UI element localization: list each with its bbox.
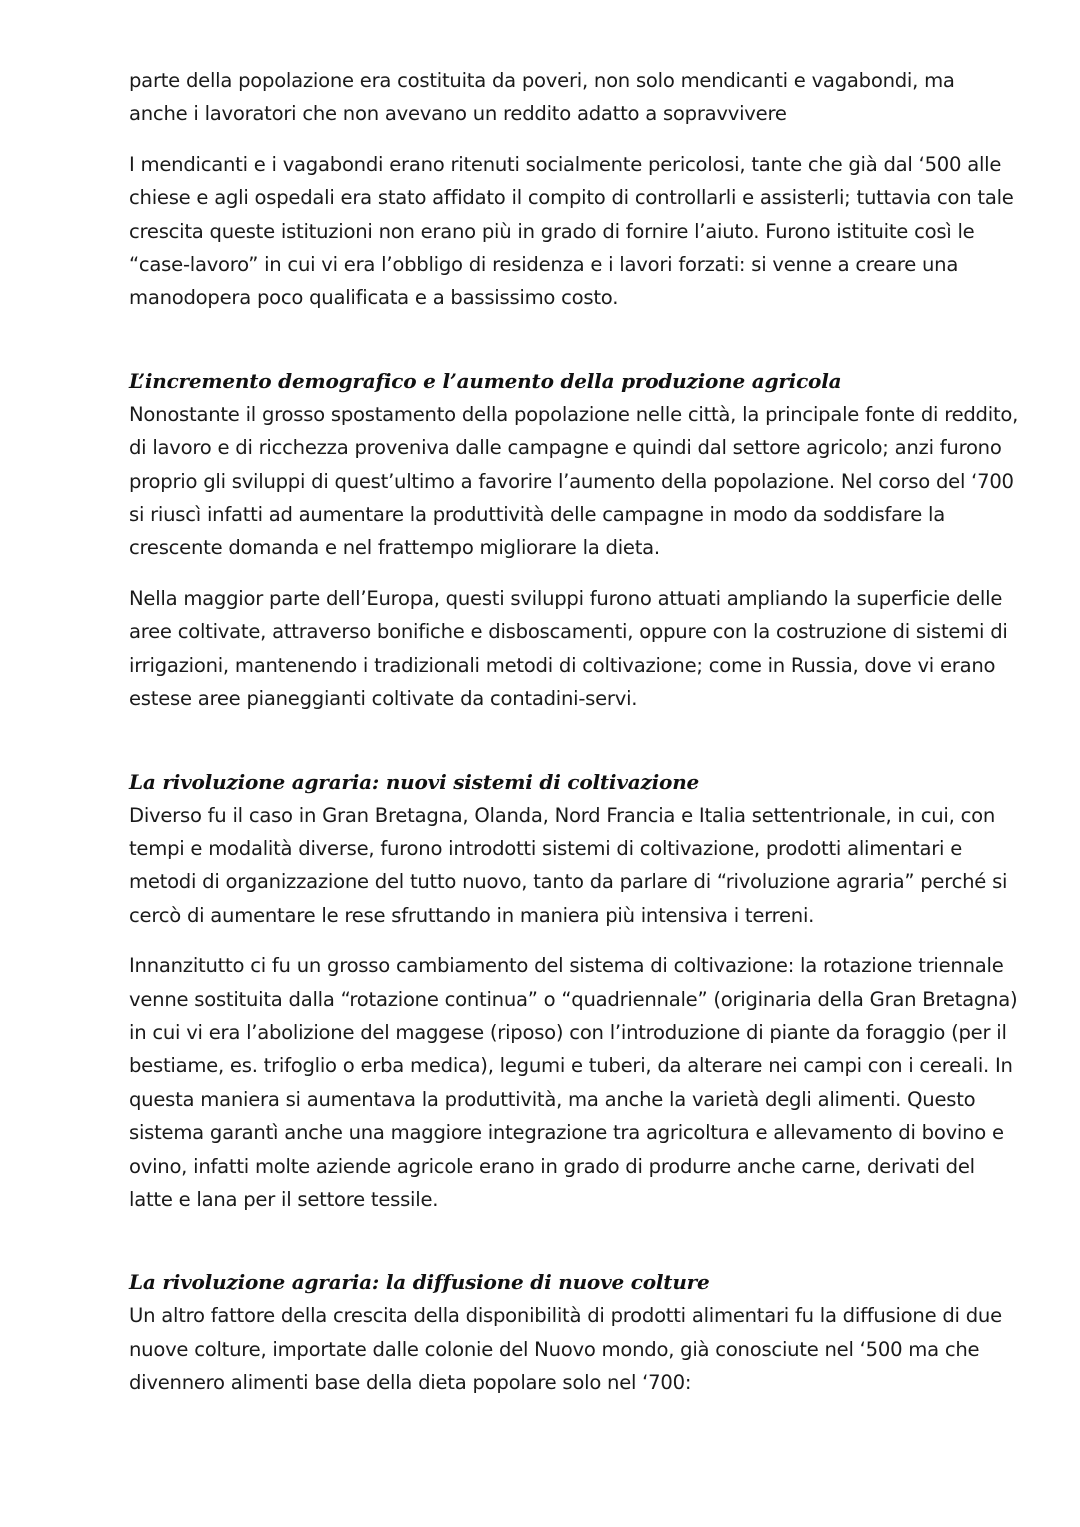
paragraph-europe-development: Nella maggior parte dell’Europa, questi sviluppi furono attuati ampliando la superficie delle aree coltivate, attraverso bonifiche e disboscamenti, oppure con la costruzione di sistemi di irrigazioni, mantenendo i tradizionali metodi di coltivazione; come in Russia, dove vi erano estese aree pianeggianti coltivate da contadini-servi. [129, 586, 1008, 711]
paragraph-crop-rotation: Innanzitutto ci fu un grosso cambiamento del sistema di coltivazione: la rotazione triennale venne sostituita dalla “rotazione continua” o “quadriennale” (originaria della Gran Bretagna) in cui vi era l’abolizione del maggese (riposo) con l’introduzione di piante da foraggio (per il bestiame, es. trifoglio o erba medica), legumi e tuberi, da alterare nei campi con i cereali. In questa maniera si aumentava la produttività, ma anche la varietà degli alimenti. Questo sistema garantì anche una maggiore integrazione tra agricoltura e allevamento di bovino e ovino, infatti molte aziende agricole erano in grado di produrre anche carne, derivati del latte e lana per il settore tessile. [129, 954, 1018, 1211]
paragraph-new-crops: Un altro fattore della crescita della disponibilità di prodotti alimentari fu la diffusione di due nuove colture, importate dalle colonie del Nuovo mondo, già conosciute nel ‘500 ma che divennero alimenti base della dieta popolare solo nel ‘700: [129, 1304, 1002, 1395]
heading-new-cultivation-systems: La rivoluzione agraria: nuovi sistemi di coltivazione [129, 769, 700, 794]
heading-demographic-growth: L’incremento demografico e l’aumento della produzione agricola [129, 368, 842, 393]
paragraph-beggars: I mendicanti e i vagabondi erano ritenuti socialmente pericolosi, tante che già dal ‘500 alle chiese e agli ospedali era stato affidato il compito di controllarli e assisterli; tuttavia con tale crescita queste istituzioni non erano più in grado di fornire l’aiuto. Furono istituite così le “case-lavoro” in cui vi era l’obbligo di residenza e i lavori forzati: si venne a creare una manodopera poco qualificata e a bassissimo costo. [129, 152, 1014, 310]
heading-new-crops: La rivoluzione agraria: la diffusione di nuove colture [129, 1270, 710, 1295]
paragraph-agrarian-revolution: Diverso fu il caso in Gran Bretagna, Olanda, Nord Francia e Italia settentrionale, in cui, con tempi e modalità diverse, furono introdotti sistemi di coltivazione, prodotti alimentari e metodi di organizzazione del tutto nuovo, tanto da parlare di “rivoluzione agraria” perché si cercò di aumentare le rese sfruttando in maniera più intensiva i terreni. [129, 803, 1008, 927]
paragraph-agricultural-income: Nonostante il grosso spostamento della popolazione nelle città, la principale fonte di reddito, di lavoro e di ricchezza proveniva dalle campagne e quindi dal settore agricolo; anzi furono proprio gli sviluppi di quest’ultimo a favorire l’aumento della popolazione. Nel corso del ‘700 si riuscì infatti ad aumentare la produttività delle campagne in modo da soddisfare la crescente domanda e nel frattempo migliorare la dieta. [129, 402, 1019, 560]
document-page [129, 64, 1019, 1400]
paragraph-poverty: parte della popolazione era costituita da poveri, non solo mendicanti e vagabondi, ma anche i lavoratori che non avevano un reddito adatto a sopravvivere [129, 69, 955, 126]
